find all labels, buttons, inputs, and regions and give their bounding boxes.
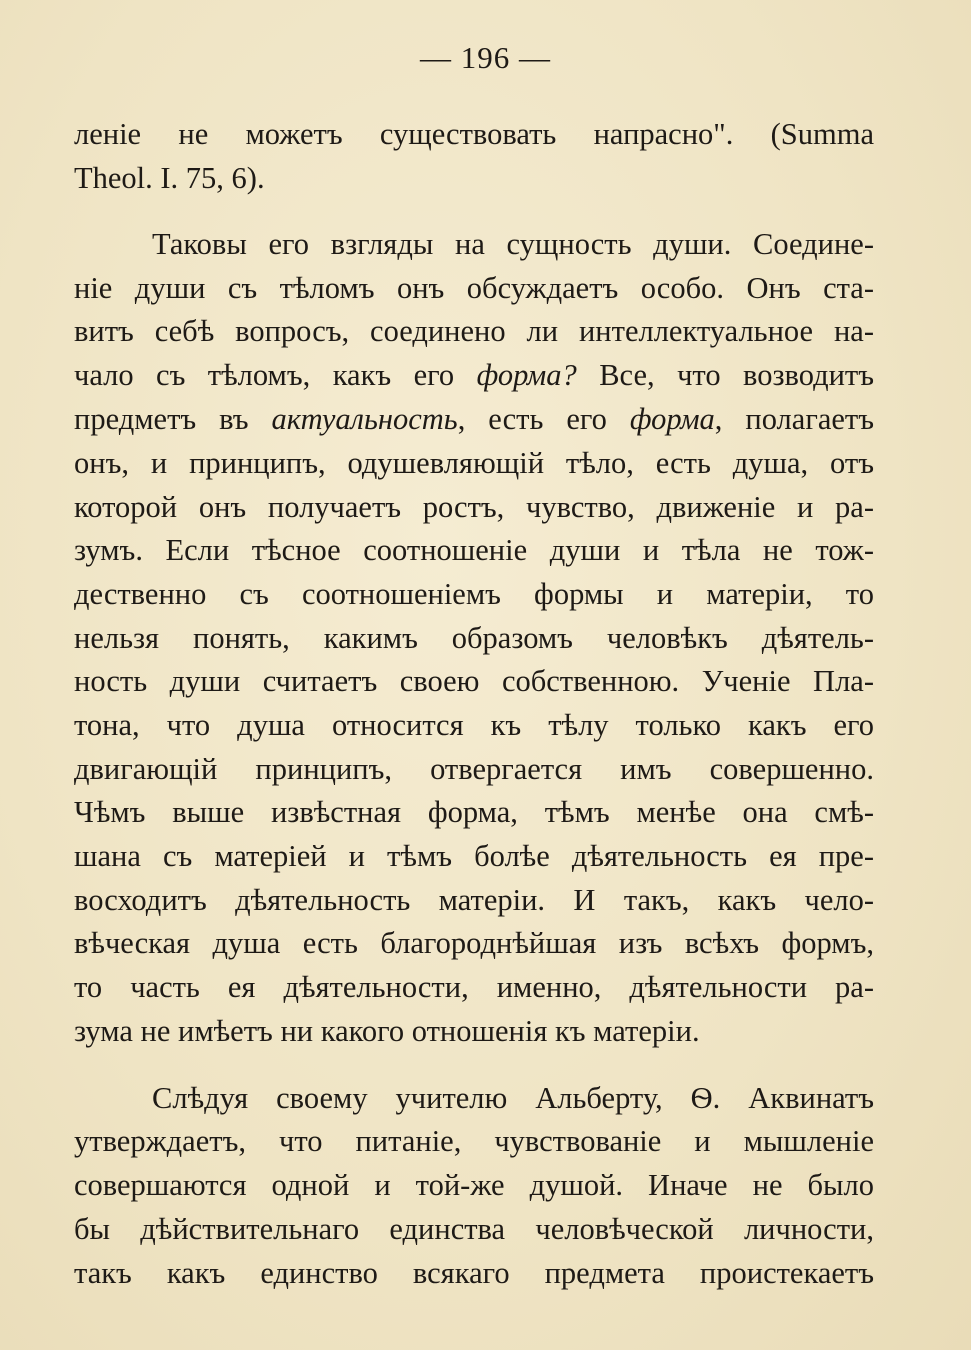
text-line: утверждаетъ, что питаніе, чувствованіе и мышленіе [74, 1124, 874, 1158]
text-line: то часть ея дѣятельности, именно, дѣятельности ра- [74, 970, 874, 1004]
text-line [74, 353, 874, 397]
text-line: Theol. I. 75, 6). [74, 161, 265, 195]
text-line: которой онъ получаетъ ростъ, чувство, движеніе и ра- [74, 490, 874, 524]
italic-term: форма [629, 402, 715, 436]
text-fragment: предметъ въ [74, 402, 249, 436]
text-line: витъ себѣ вопросъ, соединено ли интеллектуальное на- [74, 314, 874, 348]
text-line: вѣческая душа есть благороднѣйшая изъ всѣхъ формъ, [74, 926, 874, 960]
text-line: зумъ. Если тѣсное соотношеніе души и тѣла не тож- [74, 533, 874, 567]
text-line: ніе души съ тѣломъ онъ обсуждаетъ особо. Онъ ста- [74, 271, 874, 305]
text-line: ность души считаетъ своею собственною. Ученіе Пла- [74, 664, 874, 698]
text-fragment: Все, что возводитъ [599, 358, 875, 392]
text-fragment: , есть его [457, 402, 607, 436]
italic-term: актуальность [271, 402, 458, 436]
text-line: Слѣдуя своему учителю Альберту, Ѳ. Аквинатъ [152, 1081, 874, 1115]
text-line: леніе не можетъ существовать напрасно". (Summa [74, 117, 874, 151]
text-line: восходитъ дѣятельность матеріи. И такъ, какъ чело- [74, 883, 874, 917]
text-line: онъ, и принципъ, одушевляющій тѣло, есть душа, отъ [74, 446, 874, 480]
text-line: такъ какъ единство всякаго предмета проистекаетъ [74, 1256, 874, 1290]
text-line: нельзя понять, какимъ образомъ человѣкъ дѣятель- [74, 621, 874, 655]
text-line: тона, что душа относится къ тѣлу только какъ его [74, 708, 874, 742]
text-line: зума не имѣетъ ни какого отношенія къ матеріи. [74, 1014, 700, 1048]
text-line: Чѣмъ выше извѣстная форма, тѣмъ менѣе она смѣ- [74, 795, 874, 829]
text-line: дественно съ соотношеніемъ формы и матеріи, то [74, 577, 874, 611]
text-line: совершаются одной и той-же душой. Иначе не было [74, 1168, 874, 1202]
page-number: — 196 — [420, 40, 551, 75]
text-fragment: чало съ тѣломъ, какъ его [74, 358, 455, 392]
text-line: бы дѣйствительнаго единства человѣческой личности, [74, 1212, 874, 1246]
text-fragment: , полагаетъ [714, 402, 874, 436]
italic-term: форма? [476, 358, 577, 392]
text-line: двигающій принципъ, отвергается имъ совершенно. [74, 752, 874, 786]
text-line: Таковы его взгляды на сущность души. Соедине- [152, 227, 874, 261]
text-line [74, 397, 874, 441]
text-line: шана съ матеріей и тѣмъ болѣе дѣятельность ея пре- [74, 839, 874, 873]
